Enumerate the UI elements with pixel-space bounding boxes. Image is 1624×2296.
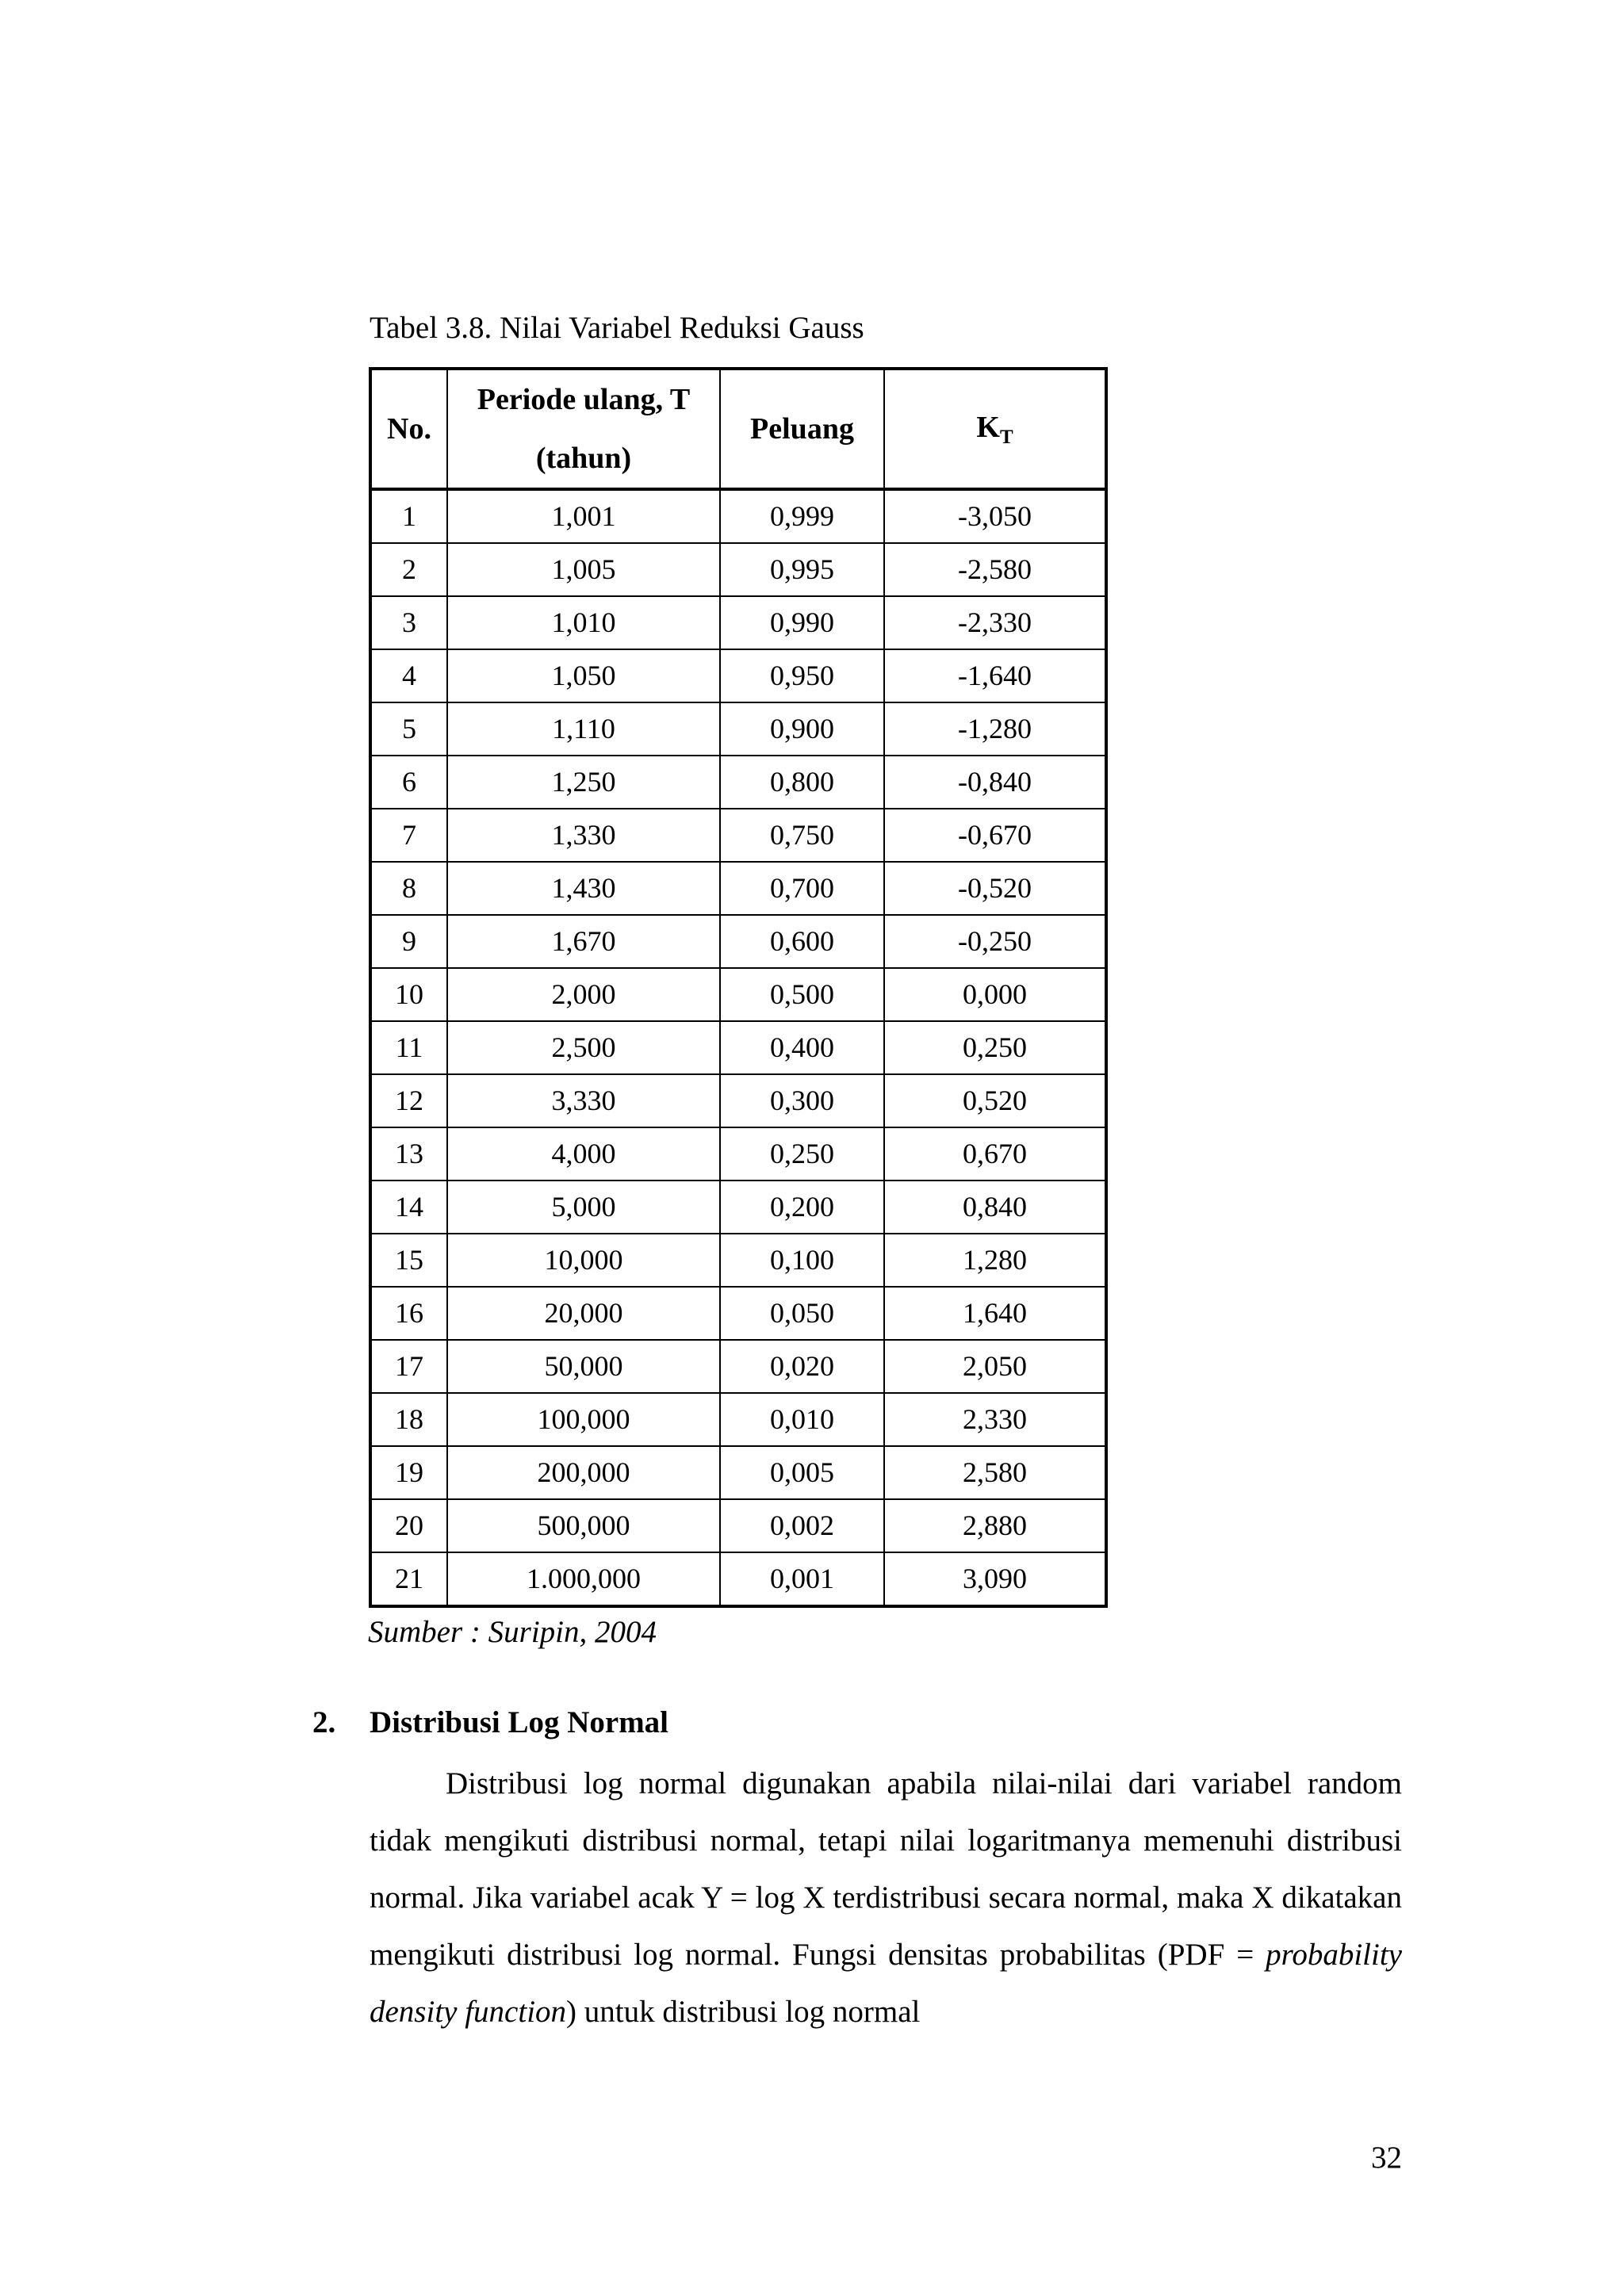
- cell-no: 18: [370, 1393, 447, 1446]
- cell-peluang: 0,999: [720, 489, 884, 543]
- cell-peluang: 0,050: [720, 1287, 884, 1340]
- cell-no: 2: [370, 543, 447, 596]
- paragraph-italic-term: probability density function: [370, 1938, 1402, 2029]
- cell-no: 11: [370, 1021, 447, 1074]
- table-row: [370, 1181, 1106, 1234]
- cell-kt: 2,880: [884, 1499, 1106, 1552]
- page-number: 32: [1371, 2141, 1402, 2175]
- cell-no: 16: [370, 1287, 447, 1340]
- cell-no: 17: [370, 1340, 447, 1393]
- cell-kt: -1,280: [884, 702, 1106, 756]
- gauss-reduction-table: [369, 367, 1108, 1608]
- cell-kt: -0,250: [884, 915, 1106, 968]
- cell-peluang: 0,990: [720, 596, 884, 649]
- cell-peluang: 0,950: [720, 649, 884, 702]
- cell-periode: 50,000: [447, 1340, 720, 1393]
- cell-kt: 0,000: [884, 968, 1106, 1021]
- cell-periode: 1,010: [447, 596, 720, 649]
- cell-periode: 1,050: [447, 649, 720, 702]
- cell-kt: 2,580: [884, 1446, 1106, 1499]
- cell-kt: -2,330: [884, 596, 1106, 649]
- table-row: [370, 1074, 1106, 1127]
- section-title: Distribusi Log Normal: [370, 1705, 669, 1739]
- cell-peluang: 0,100: [720, 1234, 884, 1287]
- cell-periode: 20,000: [447, 1287, 720, 1340]
- table-row: [370, 1340, 1106, 1393]
- cell-no: 5: [370, 702, 447, 756]
- header-kt-subscript: T: [999, 426, 1013, 448]
- cell-periode: 1,430: [447, 862, 720, 915]
- table-caption: Tabel 3.8. Nilai Variabel Reduksi Gauss: [370, 311, 864, 345]
- table-body: [370, 489, 1106, 1606]
- header-peluang: Peluang: [720, 369, 884, 489]
- section-paragraph: [370, 1755, 1402, 2041]
- cell-peluang: 0,995: [720, 543, 884, 596]
- cell-kt: -0,840: [884, 756, 1106, 809]
- cell-kt: 2,050: [884, 1340, 1106, 1393]
- cell-periode: 500,000: [447, 1499, 720, 1552]
- cell-no: 9: [370, 915, 447, 968]
- header-no: No.: [370, 369, 447, 489]
- cell-peluang: 0,200: [720, 1181, 884, 1234]
- cell-peluang: 0,002: [720, 1499, 884, 1552]
- cell-no: 15: [370, 1234, 447, 1287]
- cell-peluang: 0,005: [720, 1446, 884, 1499]
- cell-periode: 200,000: [447, 1446, 720, 1499]
- cell-kt: -0,520: [884, 862, 1106, 915]
- cell-no: 14: [370, 1181, 447, 1234]
- table-row: [370, 489, 1106, 543]
- cell-periode: 5,000: [447, 1181, 720, 1234]
- cell-no: 10: [370, 968, 447, 1021]
- cell-no: 13: [370, 1127, 447, 1181]
- cell-periode: 3,330: [447, 1074, 720, 1127]
- cell-periode: 10,000: [447, 1234, 720, 1287]
- table-row: [370, 649, 1106, 702]
- table-source: Sumber : Suripin, 2004: [368, 1615, 657, 1649]
- cell-peluang: 0,750: [720, 809, 884, 862]
- cell-kt: -1,640: [884, 649, 1106, 702]
- cell-kt: 3,090: [884, 1552, 1106, 1606]
- cell-periode: 1.000,000: [447, 1552, 720, 1606]
- cell-no: 12: [370, 1074, 447, 1127]
- cell-kt: 2,330: [884, 1393, 1106, 1446]
- table-header-row: [370, 369, 1106, 489]
- table-row: [370, 809, 1106, 862]
- cell-periode: 1,330: [447, 809, 720, 862]
- cell-peluang: 0,500: [720, 968, 884, 1021]
- table-row: [370, 1021, 1106, 1074]
- cell-peluang: 0,600: [720, 915, 884, 968]
- cell-kt: -0,670: [884, 809, 1106, 862]
- table-row: [370, 756, 1106, 809]
- section-number: 2.: [312, 1705, 336, 1739]
- table-row: [370, 968, 1106, 1021]
- cell-kt: -3,050: [884, 489, 1106, 543]
- cell-kt: 0,840: [884, 1181, 1106, 1234]
- cell-periode: 1,110: [447, 702, 720, 756]
- header-kt-main: K: [976, 410, 1000, 444]
- cell-peluang: 0,400: [720, 1021, 884, 1074]
- cell-periode: 2,500: [447, 1021, 720, 1074]
- cell-kt: 0,670: [884, 1127, 1106, 1181]
- paragraph-text-2: ) untuk distribusi log normal: [566, 1995, 921, 2029]
- cell-peluang: 0,900: [720, 702, 884, 756]
- cell-peluang: 0,001: [720, 1552, 884, 1606]
- cell-no: 1: [370, 489, 447, 543]
- cell-no: 21: [370, 1552, 447, 1606]
- cell-no: 4: [370, 649, 447, 702]
- cell-kt: 1,280: [884, 1234, 1106, 1287]
- cell-periode: 4,000: [447, 1127, 720, 1181]
- cell-periode: 2,000: [447, 968, 720, 1021]
- table-row: [370, 1287, 1106, 1340]
- cell-kt: 0,250: [884, 1021, 1106, 1074]
- cell-no: 3: [370, 596, 447, 649]
- header-periode-line1: Periode ulang, T: [477, 383, 691, 416]
- cell-no: 19: [370, 1446, 447, 1499]
- cell-kt: -2,580: [884, 543, 1106, 596]
- cell-no: 8: [370, 862, 447, 915]
- cell-periode: 1,001: [447, 489, 720, 543]
- paragraph-text-1: Distribusi log normal digunakan apabila nilai-nilai dari variabel random tidak mengikuti distribusi normal, tetapi nilai logaritmanya memenuhi distribusi normal. Jika variabel acak Y = log X terdistribusi secara normal, maka X dikatakan mengikuti distribusi log normal. Fungsi densitas probabilitas (PDF =: [370, 1766, 1402, 1972]
- cell-periode: 1,670: [447, 915, 720, 968]
- table-row: [370, 862, 1106, 915]
- cell-no: 7: [370, 809, 447, 862]
- table-row: [370, 915, 1106, 968]
- header-periode-line2: (tahun): [535, 442, 632, 475]
- cell-kt: 0,520: [884, 1074, 1106, 1127]
- cell-peluang: 0,800: [720, 756, 884, 809]
- table-row: [370, 1127, 1106, 1181]
- header-kt: [884, 369, 1106, 489]
- table-row: [370, 702, 1106, 756]
- table-row: [370, 1234, 1106, 1287]
- table-row: [370, 1446, 1106, 1499]
- table-row: [370, 1393, 1106, 1446]
- cell-kt: 1,640: [884, 1287, 1106, 1340]
- cell-periode: 1,250: [447, 756, 720, 809]
- table-row: [370, 596, 1106, 649]
- table-row: [370, 1499, 1106, 1552]
- cell-peluang: 0,700: [720, 862, 884, 915]
- cell-peluang: 0,010: [720, 1393, 884, 1446]
- table-row: [370, 543, 1106, 596]
- cell-peluang: 0,300: [720, 1074, 884, 1127]
- table-row: [370, 1552, 1106, 1606]
- cell-periode: 1,005: [447, 543, 720, 596]
- cell-no: 6: [370, 756, 447, 809]
- cell-no: 20: [370, 1499, 447, 1552]
- header-periode: [447, 369, 720, 489]
- cell-peluang: 0,020: [720, 1340, 884, 1393]
- cell-periode: 100,000: [447, 1393, 720, 1446]
- cell-peluang: 0,250: [720, 1127, 884, 1181]
